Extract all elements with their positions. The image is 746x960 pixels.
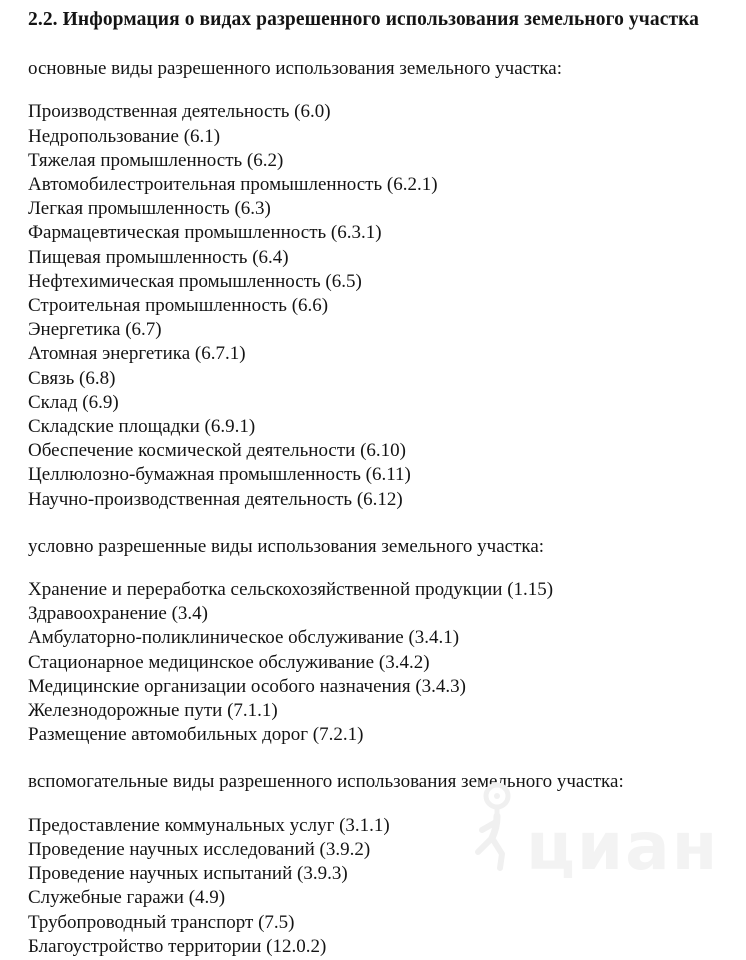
- list-item: Благоустройство территории (12.0.2): [28, 935, 327, 957]
- list-item: Недропользование (6.1): [28, 125, 221, 147]
- list-item: Пищевая промышленность (6.4): [28, 246, 289, 268]
- list-item: Медицинские организации особого назначения (3.4.3): [28, 675, 466, 697]
- list-item: Складские площадки (6.9.1): [28, 416, 256, 438]
- list-item: Трубопроводный транспорт (7.5): [28, 911, 295, 933]
- cian-watermark-text: циан: [526, 808, 720, 885]
- list-item: Энергетика (6.7): [28, 319, 162, 341]
- list-item: Хранение и переработка сельскохозяйственной продукции (1.15): [28, 579, 554, 601]
- list-item: Автомобилестроительная промышленность (6.2.1): [28, 174, 438, 196]
- list-item: Здравоохранение (3.4): [28, 603, 208, 625]
- list-item: Размещение автомобильных дорог (7.2.1): [28, 724, 364, 746]
- section-header-main-uses: основные виды разрешенного использования земельного участка:: [28, 58, 563, 80]
- list-item: Легкая промышленность (6.3): [28, 198, 271, 220]
- list-item: Целлюлозно-бумажная промышленность (6.11): [28, 464, 411, 486]
- list-item: Железнодорожные пути (7.1.1): [28, 700, 278, 722]
- list-item: Атомная энергетика (6.7.1): [28, 343, 246, 365]
- list-item: Научно-производственная деятельность (6.12): [28, 488, 403, 510]
- section-header-auxiliary-uses: вспомогательные виды разрешенного использования земельного участка:: [28, 771, 624, 793]
- list-item: Нефтехимическая промышленность (6.5): [28, 270, 362, 292]
- list-item: Проведение научных испытаний (3.9.3): [28, 863, 348, 885]
- list-item: Склад (6.9): [28, 391, 119, 413]
- list-item: Служебные гаражи (4.9): [28, 887, 226, 909]
- auxiliary-uses-list: [28, 808, 726, 959]
- list-item: Проведение научных исследований (3.9.2): [28, 838, 371, 860]
- list-item: Стационарное медицинское обслуживание (3.4.2): [28, 651, 430, 673]
- list-item: Фармацевтическая промышленность (6.3.1): [28, 222, 382, 244]
- conditional-uses-list: [28, 578, 726, 747]
- section-header-conditional-uses: условно разрешенные виды использования земельного участка:: [28, 535, 545, 557]
- list-item: Тяжелая промышленность (6.2): [28, 149, 284, 171]
- list-item: Строительная промышленность (6.6): [28, 295, 329, 317]
- list-item: Связь (6.8): [28, 367, 116, 389]
- list-item: Амбулаторно-поликлиническое обслуживание (3.4.1): [28, 627, 460, 649]
- list-item: Предоставление коммунальных услуг (3.1.1): [28, 814, 390, 836]
- list-item: Обеспечение космической деятельности (6.10): [28, 440, 406, 462]
- main-uses-list: [28, 100, 726, 511]
- list-item: Производственная деятельность (6.0): [28, 101, 331, 123]
- page-title: 2.2. Информация о видах разрешенного использования земельного участка: [28, 9, 700, 30]
